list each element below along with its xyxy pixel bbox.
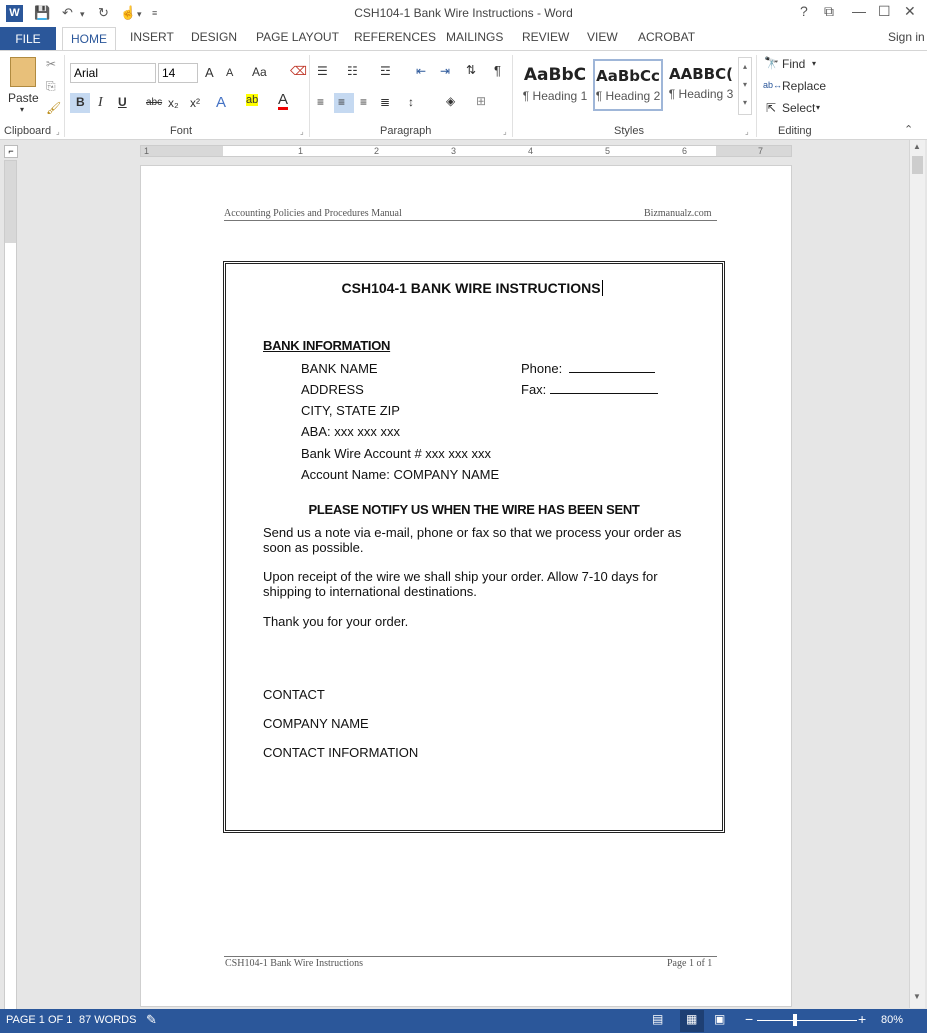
scroll-up-icon[interactable]: ▲ (913, 142, 921, 151)
ruler-margin-right (716, 146, 791, 156)
header-left: Accounting Policies and Procedures Manual (224, 208, 402, 219)
scroll-thumb[interactable] (912, 156, 923, 174)
tab-file[interactable]: FILE (0, 27, 56, 51)
bullets-icon[interactable]: ☰ (317, 64, 328, 78)
tab-selector-icon[interactable]: ⌐ (4, 145, 18, 158)
shrink-font-button[interactable]: A (226, 67, 234, 79)
help-button[interactable]: ? (800, 3, 808, 19)
style-name: ¶ Heading 1 (522, 89, 588, 103)
ruler-mark: 6 (682, 146, 688, 156)
ruler-margin-left (141, 146, 223, 156)
style-preview: AABBC( (669, 65, 733, 83)
sort-icon[interactable]: ⇅ (466, 63, 477, 77)
zoom-in-icon[interactable]: + (858, 1011, 867, 1027)
web-layout-icon[interactable]: ▣ (714, 1012, 726, 1026)
tab-mailings[interactable]: MAILINGS (446, 30, 504, 44)
style-preview: AaBbCc (596, 67, 660, 85)
city-state-zip[interactable]: CITY, STATE ZIP (301, 403, 400, 418)
divider (512, 55, 513, 137)
status-bar (0, 1009, 927, 1033)
ruler-mark: 4 (528, 146, 534, 156)
maximize-icon[interactable]: ☐ (878, 3, 891, 19)
bold-button[interactable]: B (76, 95, 85, 109)
grow-font-button[interactable]: A (205, 65, 214, 80)
font-color-icon[interactable]: A (278, 91, 289, 108)
page-count[interactable]: PAGE 1 OF 1 (6, 1014, 73, 1026)
numbering-icon[interactable]: ☷ (347, 64, 358, 78)
paste-button[interactable]: Paste (8, 91, 39, 105)
tab-references[interactable]: REFERENCES (354, 30, 437, 44)
customize-qat-icon[interactable]: ≡ (152, 8, 158, 18)
replace-icon[interactable]: ab↔ (763, 80, 783, 90)
divider (756, 55, 757, 137)
touch-dropdown-icon[interactable]: ▾ (137, 9, 142, 19)
account-name[interactable]: Account Name: COMPANY NAME (301, 467, 500, 482)
style-heading-2[interactable] (593, 59, 663, 111)
align-left-icon[interactable]: ≡ (317, 95, 325, 109)
redo-icon[interactable]: ↻ (98, 5, 109, 20)
ribbon-tabs (0, 27, 927, 51)
paragraph-2-line-2[interactable]: shipping to international destinations. (263, 584, 477, 599)
tab-insert[interactable]: INSERT (130, 30, 174, 44)
zoom-level[interactable]: 80% (881, 1014, 904, 1026)
font-size-field[interactable]: 14 (158, 63, 198, 83)
paragraph-2-line-1[interactable]: Upon receipt of the wire we shall ship your order. Allow 7-10 days for (263, 569, 658, 584)
undo-icon[interactable]: ↶ (62, 5, 73, 20)
text-cursor (602, 280, 607, 296)
clipboard-label: Clipboard (4, 125, 52, 137)
borders-icon[interactable]: ⊞ (476, 94, 487, 108)
paste-icon[interactable] (10, 57, 36, 87)
ruler-margin-top (5, 161, 16, 243)
paragraph-1-line-2[interactable]: soon as possible. (263, 540, 364, 555)
show-marks-button[interactable]: ¶ (494, 63, 501, 78)
underline-button[interactable]: U (118, 95, 127, 109)
phone-label: Phone: (521, 361, 563, 376)
clear-formatting-icon[interactable]: ⌫ (290, 64, 307, 78)
select-dropdown-icon[interactable]: ▾ (816, 103, 821, 112)
replace-button[interactable]: Replace (782, 79, 827, 93)
wire-account[interactable]: Bank Wire Account # xxx xxx xxx (301, 446, 492, 461)
aba-number[interactable]: ABA: xxx xxx xxx (301, 424, 400, 439)
word-logo-icon[interactable]: W (6, 5, 23, 22)
tab-acrobat[interactable]: ACROBAT (638, 30, 696, 44)
paste-dropdown-icon[interactable]: ▾ (20, 105, 25, 114)
bank-info-heading[interactable]: BANK INFORMATION (263, 338, 391, 353)
select-icon[interactable]: ⇱ (766, 101, 777, 115)
text-effects-icon[interactable]: A (216, 94, 227, 111)
zoom-out-icon[interactable]: − (745, 1011, 754, 1027)
scroll-down-icon[interactable]: ▼ (913, 992, 921, 1001)
fax-blank (550, 383, 658, 394)
select-button[interactable]: Select (782, 101, 816, 115)
styles-label: Styles (614, 125, 644, 137)
save-icon[interactable]: 💾 (34, 5, 51, 20)
font-label: Font (170, 125, 193, 137)
ruler-mark: 7 (758, 146, 764, 156)
find-button[interactable]: Find (782, 57, 806, 71)
change-case-button[interactable]: Aa (252, 65, 267, 79)
phone-blank (569, 362, 655, 373)
clipboard-launcher-icon[interactable]: ⌟ (56, 127, 60, 136)
line-spacing-icon[interactable]: ↕ (408, 95, 414, 109)
zoom-slider[interactable] (757, 1020, 857, 1021)
style-preview: AaBbC (523, 65, 587, 85)
sign-in-link[interactable]: Sign in (888, 30, 925, 44)
touch-mode-icon[interactable]: ☝ (120, 5, 137, 20)
collapse-ribbon-icon[interactable]: ⌃ (904, 124, 914, 136)
proofing-icon[interactable]: ✎ (146, 1012, 157, 1027)
zoom-slider-thumb[interactable] (793, 1014, 797, 1026)
cut-icon[interactable]: ✂ (46, 57, 57, 71)
fax-label: Fax: (521, 382, 547, 397)
format-painter-icon[interactable]: 🖌 (46, 101, 62, 115)
tab-design[interactable]: DESIGN (191, 30, 238, 44)
horizontal-ruler[interactable] (140, 145, 792, 157)
style-name: ¶ Heading 3 (668, 87, 734, 101)
title-bar (0, 0, 927, 27)
ruler-mark: 2 (374, 146, 380, 156)
style-heading-3[interactable] (666, 59, 736, 111)
styles-launcher-icon[interactable]: ⌟ (745, 127, 749, 136)
align-right-icon[interactable]: ≡ (360, 95, 368, 109)
phone-field[interactable] (521, 361, 655, 376)
superscript-button[interactable]: x² (190, 96, 200, 110)
shading-icon[interactable]: ◈ (446, 94, 456, 108)
word-count[interactable]: 87 WORDS (79, 1014, 137, 1026)
ruler-mark: 5 (605, 146, 611, 156)
ruler-mark: 3 (451, 146, 457, 156)
find-dropdown-icon[interactable]: ▾ (812, 59, 817, 68)
divider (309, 55, 310, 137)
copy-icon[interactable]: ⎘ (46, 79, 56, 93)
address[interactable]: ADDRESS (301, 382, 364, 397)
editing-label: Editing (778, 125, 812, 137)
read-mode-icon[interactable]: ▤ (652, 1012, 664, 1026)
contact-line[interactable]: CONTACT (263, 687, 325, 702)
paragraph-1-line-1[interactable]: Send us a note via e-mail, phone or fax so that we process your order as (263, 525, 682, 540)
vertical-scrollbar[interactable] (909, 140, 925, 1008)
multilevel-list-icon[interactable]: ☲ (380, 64, 391, 78)
style-heading-1[interactable] (520, 59, 590, 111)
footer-right: Page 1 of 1 (667, 958, 713, 969)
decrease-indent-icon[interactable]: ⇤ (416, 64, 427, 78)
tab-review[interactable]: REVIEW (522, 30, 570, 44)
style-name: ¶ Heading 2 (595, 89, 661, 103)
contact-info-line[interactable]: CONTACT INFORMATION (263, 745, 419, 760)
footer-left: CSH104-1 Bank Wire Instructions (225, 958, 364, 969)
company-name-line[interactable]: COMPANY NAME (263, 716, 369, 731)
strikethrough-button[interactable]: abc (146, 97, 163, 108)
header-right: Bizmanualz.com (644, 208, 712, 219)
justify-icon[interactable]: ≣ (380, 95, 391, 109)
close-icon[interactable]: ✕ (904, 3, 916, 19)
ruler-mark: 1 (144, 146, 150, 156)
vertical-ruler[interactable] (4, 160, 17, 1010)
tab-page-layout[interactable]: PAGE LAYOUT (256, 30, 339, 44)
ribbon (0, 50, 927, 140)
divider (64, 55, 65, 137)
paragraph-label: Paragraph (380, 125, 432, 137)
undo-dropdown-icon[interactable]: ▾ (80, 9, 85, 19)
fax-field[interactable] (521, 382, 658, 397)
increase-indent-icon[interactable]: ⇥ (440, 64, 451, 78)
paragraph-launcher-icon[interactable]: ⌟ (503, 127, 507, 136)
find-icon[interactable]: 🔭 (764, 56, 779, 70)
notify-heading[interactable]: PLEASE NOTIFY US WHEN THE WIRE HAS BEEN SENT (308, 502, 640, 517)
ribbon-display-icon[interactable]: ⧉ (824, 3, 834, 19)
footer-rule (224, 956, 717, 957)
document-page[interactable] (140, 165, 792, 1007)
subscript-button[interactable]: x₂ (168, 96, 179, 110)
italic-button[interactable]: I (98, 95, 103, 110)
print-layout-icon[interactable]: ▦ (686, 1012, 698, 1026)
tab-view[interactable]: VIEW (587, 30, 618, 44)
tab-home[interactable]: HOME (62, 27, 116, 52)
minimize-icon[interactable]: — (852, 3, 866, 19)
font-name-field[interactable]: Arial (70, 63, 156, 83)
header-rule (224, 220, 717, 221)
highlight-icon[interactable]: ab (246, 94, 259, 106)
thank-you-line[interactable]: Thank you for your order. (263, 614, 409, 629)
align-center-icon[interactable]: ≡ (338, 95, 346, 109)
styles-scroll[interactable]: ▴ ▾ ▾ (738, 57, 752, 115)
document-title[interactable]: CSH104-1 BANK WIRE INSTRUCTIONS (226, 280, 722, 296)
document-border-box (223, 261, 725, 833)
window-title: CSH104-1 Bank Wire Instructions - Word (354, 6, 573, 20)
bank-name[interactable]: BANK NAME (301, 361, 378, 376)
font-launcher-icon[interactable]: ⌟ (300, 127, 304, 136)
ruler-mark: 1 (298, 146, 304, 156)
